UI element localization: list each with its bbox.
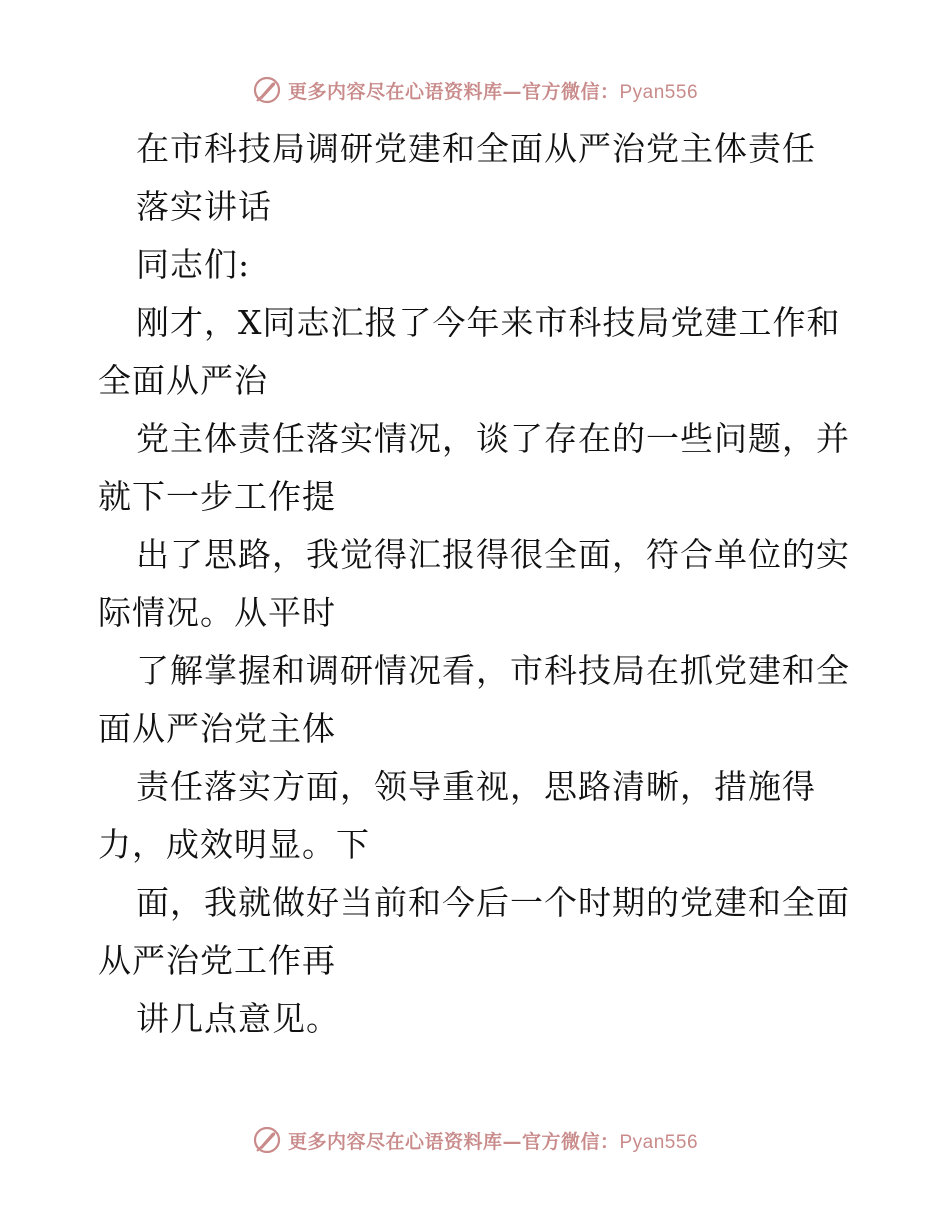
doc-line: 面，我就做好当前和今后一个时期的党建和全面: [136, 883, 850, 922]
quill-logo-icon: [252, 75, 282, 105]
doc-line: 从严治党工作再: [98, 941, 336, 980]
doc-line: 全面从严治: [98, 361, 268, 400]
watermark-text-cn: 更多内容尽在心语资料库—官方微信：: [287, 80, 620, 103]
header-watermark: [0, 70, 950, 110]
doc-line: 了解掌握和调研情况看，市科技局在抓党建和全: [136, 651, 850, 690]
watermark-text-latin: Pyan556: [619, 1131, 699, 1153]
doc-line: 讲几点意见。: [136, 999, 340, 1038]
quill-logo-icon: [252, 1125, 282, 1155]
watermark-text: [288, 1127, 698, 1154]
watermark-text: [288, 77, 698, 104]
doc-line: 落实讲话: [136, 187, 272, 226]
doc-line: 责任落实方面，领导重视，思路清晰，措施得: [136, 767, 816, 806]
doc-line: 面从严治党主体: [98, 709, 336, 748]
doc-line: 力，成效明显。下: [98, 825, 370, 864]
doc-line: 同志们:: [136, 245, 251, 284]
doc-line: 党主体责任落实情况，谈了存在的一些问题，并: [136, 419, 850, 458]
doc-line: 出了思路，我觉得汇报得很全面，符合单位的实: [136, 535, 850, 574]
footer-watermark: [0, 1120, 950, 1160]
doc-line: 在市科技局调研党建和全面从严治党主体责任: [136, 129, 816, 168]
document-body: [98, 120, 858, 1048]
doc-line: 际情况。从平时: [98, 593, 336, 632]
doc-line: 刚才，X同志汇报了今年来市科技局党建工作和: [136, 303, 841, 342]
watermark-text-latin: Pyan556: [619, 81, 699, 103]
watermark-text-cn: 更多内容尽在心语资料库—官方微信：: [287, 1130, 620, 1153]
doc-line: 就下一步工作提: [98, 477, 336, 516]
